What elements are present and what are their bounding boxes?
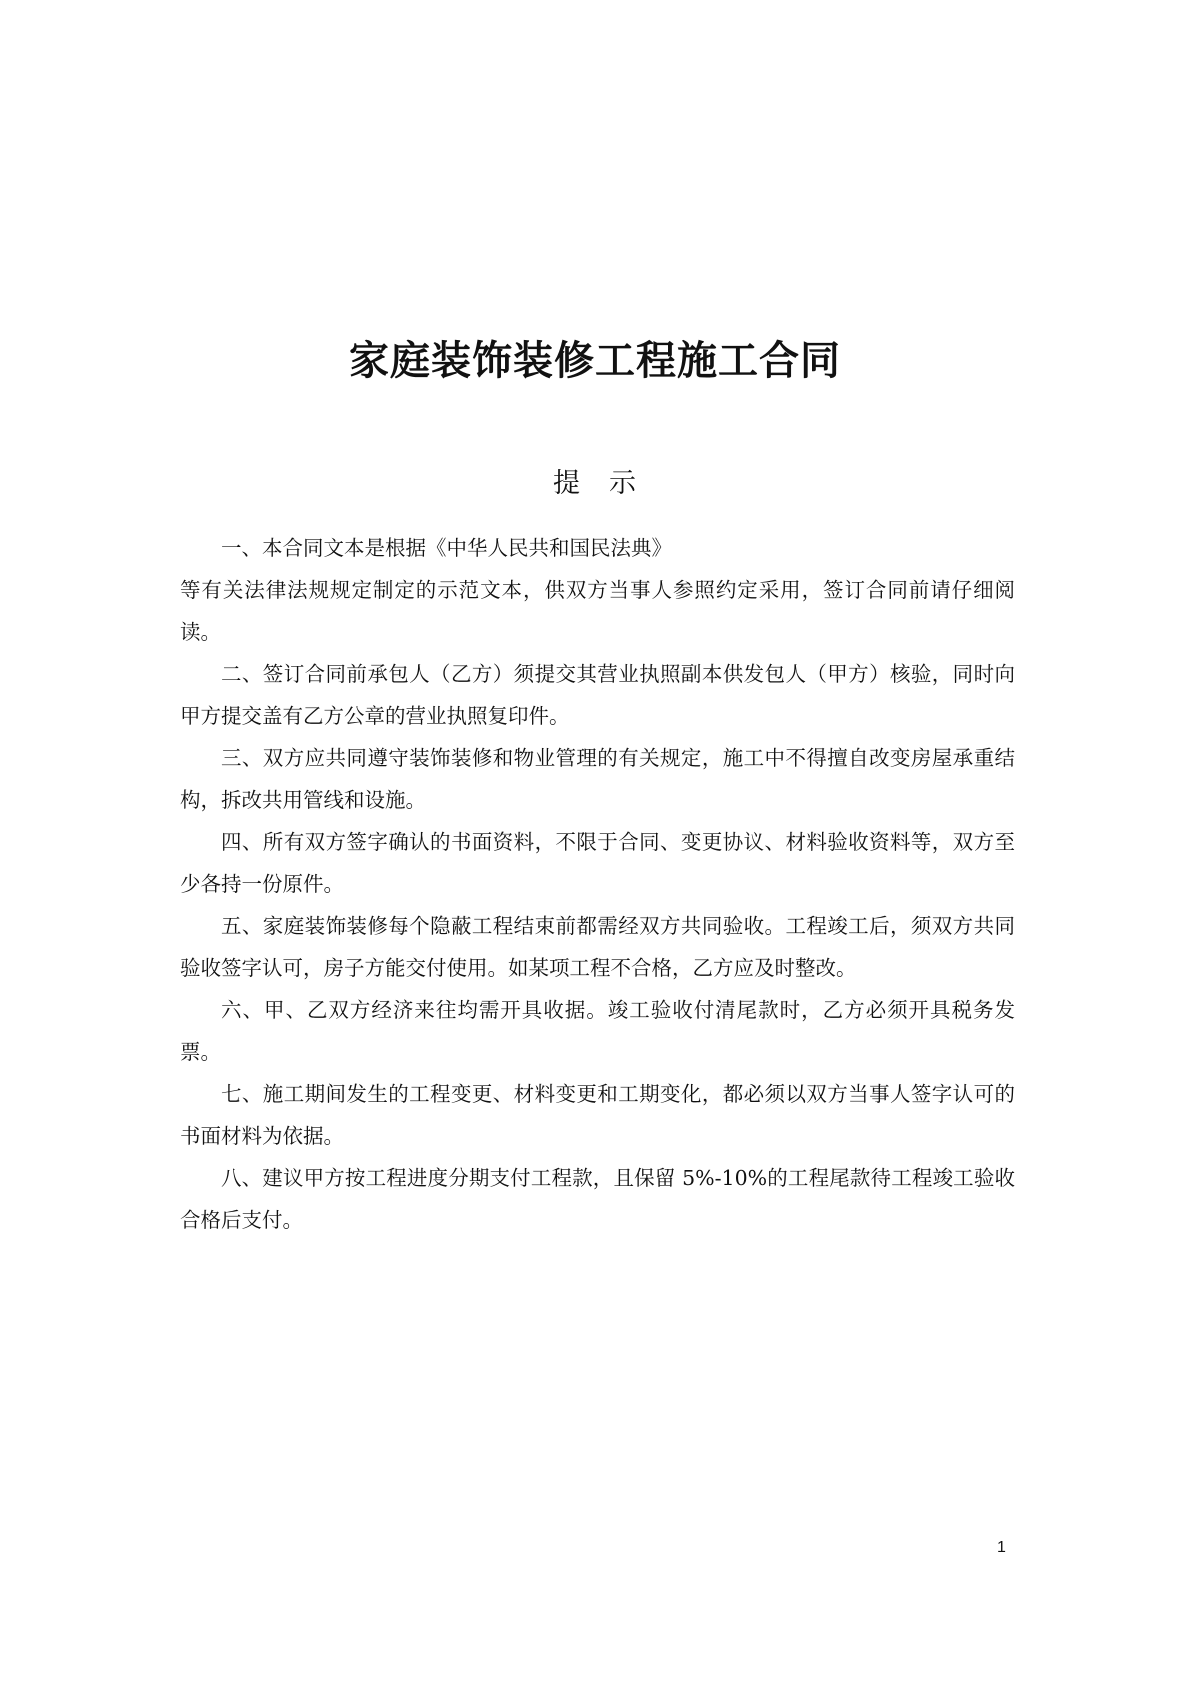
paragraph-1-continued: 等有关法律法规规定制定的示范文本，供双方当事人参照约定采用，签订合同前请仔细阅读。 xyxy=(180,578,1015,644)
document-body xyxy=(180,527,1015,1241)
page-number: 1 xyxy=(997,1539,1006,1556)
section-heading: 提 示 xyxy=(553,468,637,499)
paragraph-3: 三、双方应共同遵守装饰装修和物业管理的有关规定，施工中不得擅自改变房屋承重结构，拆改共用管线和设施。 xyxy=(180,746,1015,812)
paragraph-6: 六、甲、乙双方经济来往均需开具收据。竣工验收付清尾款时，乙方必须开具税务发票。 xyxy=(180,998,1015,1064)
paragraph-7: 七、施工期间发生的工程变更、材料变更和工期变化，都必须以双方当事人签字认可的书面材料为依据。 xyxy=(180,1082,1015,1148)
paragraph-2: 二、签订合同前承包人（乙方）须提交其营业执照副本供发包人（甲方）核验，同时向甲方提交盖有乙方公章的营业执照复印件。 xyxy=(180,662,1015,728)
paragraph-1: 一、本合同文本是根据《中华人民共和国民法典》 xyxy=(221,536,672,560)
document-title: 家庭装饰装修工程施工合同 xyxy=(349,337,841,384)
paragraph-5: 五、家庭装饰装修每个隐蔽工程结束前都需经双方共同验收。工程竣工后，须双方共同验收签字认可，房子方能交付使用。如某项工程不合格，乙方应及时整改。 xyxy=(180,914,1015,980)
paragraph-4: 四、所有双方签字确认的书面资料，不限于合同、变更协议、材料验收资料等，双方至少各持一份原件。 xyxy=(180,830,1015,896)
paragraph-8: 八、建议甲方按工程进度分期支付工程款，且保留 5%-10%的工程尾款待工程竣工验收合格后支付。 xyxy=(180,1166,1015,1232)
